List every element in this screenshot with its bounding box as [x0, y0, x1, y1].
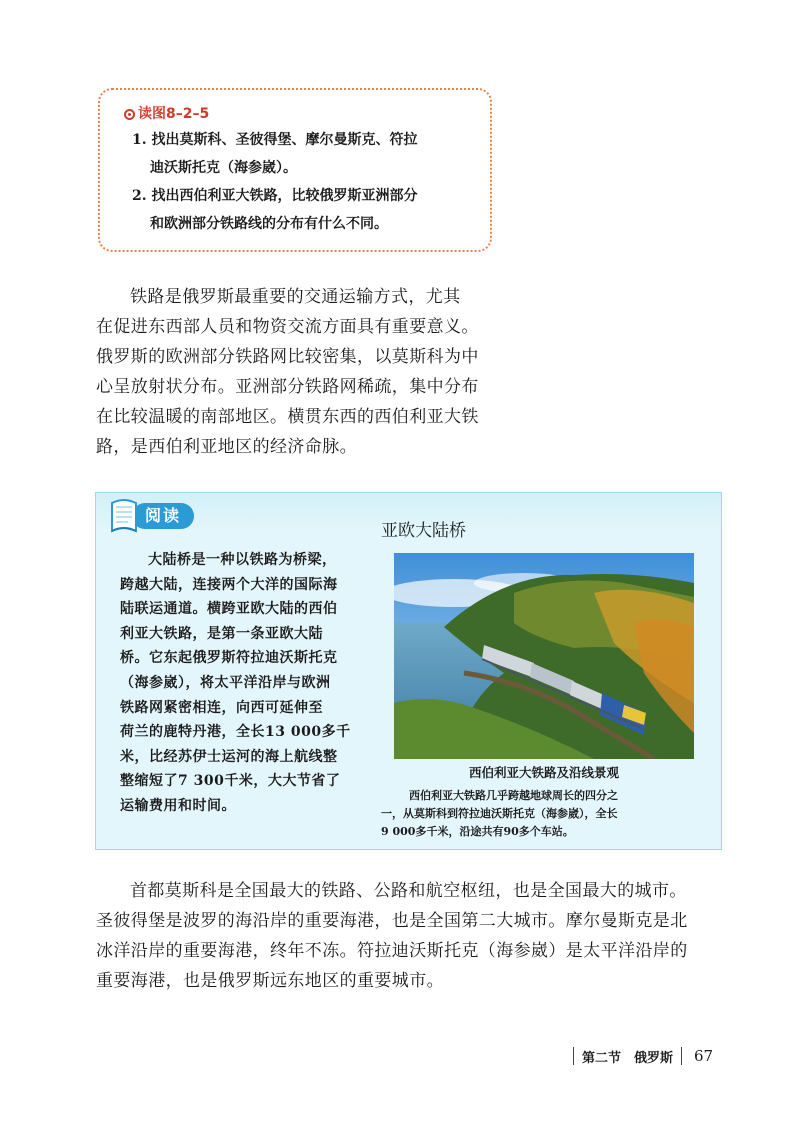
reading-text-line: 整缩短了7 300千米，大大节省了 [120, 773, 341, 790]
read-map-item-2-line-1: 2. 找出西伯利亚大铁路，比较俄罗斯亚洲部分 [132, 188, 418, 204]
cities-paragraph [96, 876, 736, 996]
read-map-item-1-line-1: 1. 找出莫斯科、圣彼得堡、摩尔曼斯克、符拉 [132, 132, 418, 148]
caption-line: 9 000多千米，沿途共有90多个车站。 [381, 825, 574, 838]
read-map-item-2 [132, 182, 474, 238]
footer-section: 第二节 俄罗斯 [582, 1050, 674, 1066]
paragraph-line: 重要海港，也是俄罗斯远东地区的重要城市。 [96, 971, 444, 991]
caption-line: 西伯利亚大铁路几乎跨越地球周长的四分之 [409, 789, 618, 802]
read-map-item-1 [132, 126, 474, 182]
reading-text-line: 运输费用和时间。 [120, 797, 236, 814]
reading-box-title: 亚欧大陆桥 [381, 521, 466, 541]
reading-text-line: 跨越大陆，连接两个大洋的国际海 [120, 576, 338, 593]
paragraph-line: 在促进东西部人员和物资交流方面具有重要意义。 [96, 317, 479, 337]
photo-caption [381, 787, 711, 841]
page-number: 67 [694, 1047, 714, 1065]
read-map-item-2-line-2: 和欧洲部分铁路线的分布有什么不同。 [150, 216, 388, 232]
reading-text-line: （海参崴），将太平洋沿岸与欧洲 [120, 674, 331, 691]
reading-text-line: 利亚大铁路，是第一条亚欧大陆 [120, 625, 323, 642]
railway-photo [394, 553, 694, 759]
read-map-heading [124, 102, 474, 126]
paragraph-line: 在比较温暖的南部地区。横贯东西的西伯利亚大铁 [96, 407, 479, 427]
paragraph-line: 俄罗斯的欧洲部分铁路网比较密集，以莫斯科为中 [96, 347, 479, 367]
reading-text-line: 荷兰的鹿特丹港，全长13 000多千 [120, 724, 351, 741]
paragraph-line: 首都莫斯科是全国最大的铁路、公路和航空枢纽，也是全国最大的城市。 [130, 881, 687, 901]
photo-title: 西伯利亚大铁路及沿线景观 [468, 765, 619, 780]
reading-text-line: 米，比经苏伊士运河的海上航线整 [120, 748, 338, 765]
reading-text-line: 大陆桥是一种以铁路为桥梁， [148, 552, 337, 568]
reading-badge-label: 阅读 [132, 503, 194, 529]
railway-landscape-illustration [394, 553, 694, 759]
reading-box-text [120, 548, 388, 819]
paragraph-line: 心呈放射状分布。亚洲部分铁路网稀疏，集中分布 [96, 377, 479, 397]
paragraph-line: 冰洋沿岸的重要海港，终年不冻。符拉迪沃斯托克（海参崴）是太平洋沿岸的 [96, 941, 688, 961]
read-map-item-1-line-2: 迪沃斯托克（海参崴）。 [150, 160, 297, 176]
footer-divider [681, 1047, 682, 1065]
paragraph-line: 铁路是俄罗斯最重要的交通运输方式，尤其 [130, 287, 461, 307]
caption-line: 一，从莫斯科到符拉迪沃斯托克（海参崴），全长 [381, 807, 618, 820]
railway-paragraph [96, 282, 516, 462]
reading-box [95, 492, 722, 850]
footer-divider [573, 1047, 574, 1065]
target-icon [124, 109, 135, 120]
read-map-box [98, 88, 492, 252]
paragraph-line: 路，是西伯利亚地区的经济命脉。 [96, 437, 357, 457]
reading-text-line: 桥。它东起俄罗斯符拉迪沃斯托克 [120, 650, 338, 667]
reading-text-line: 铁路网紧密相连，向西可延伸至 [120, 699, 323, 716]
paragraph-line: 圣彼得堡是波罗的海沿岸的重要海港，也是全国第二大城市。摩尔曼斯克是北 [96, 911, 688, 931]
reading-text-line: 陆联运通道。横跨亚欧大陆的西伯 [120, 601, 338, 618]
read-map-heading-text: 读图8–2–5 [138, 106, 210, 122]
page-footer [565, 1045, 713, 1067]
